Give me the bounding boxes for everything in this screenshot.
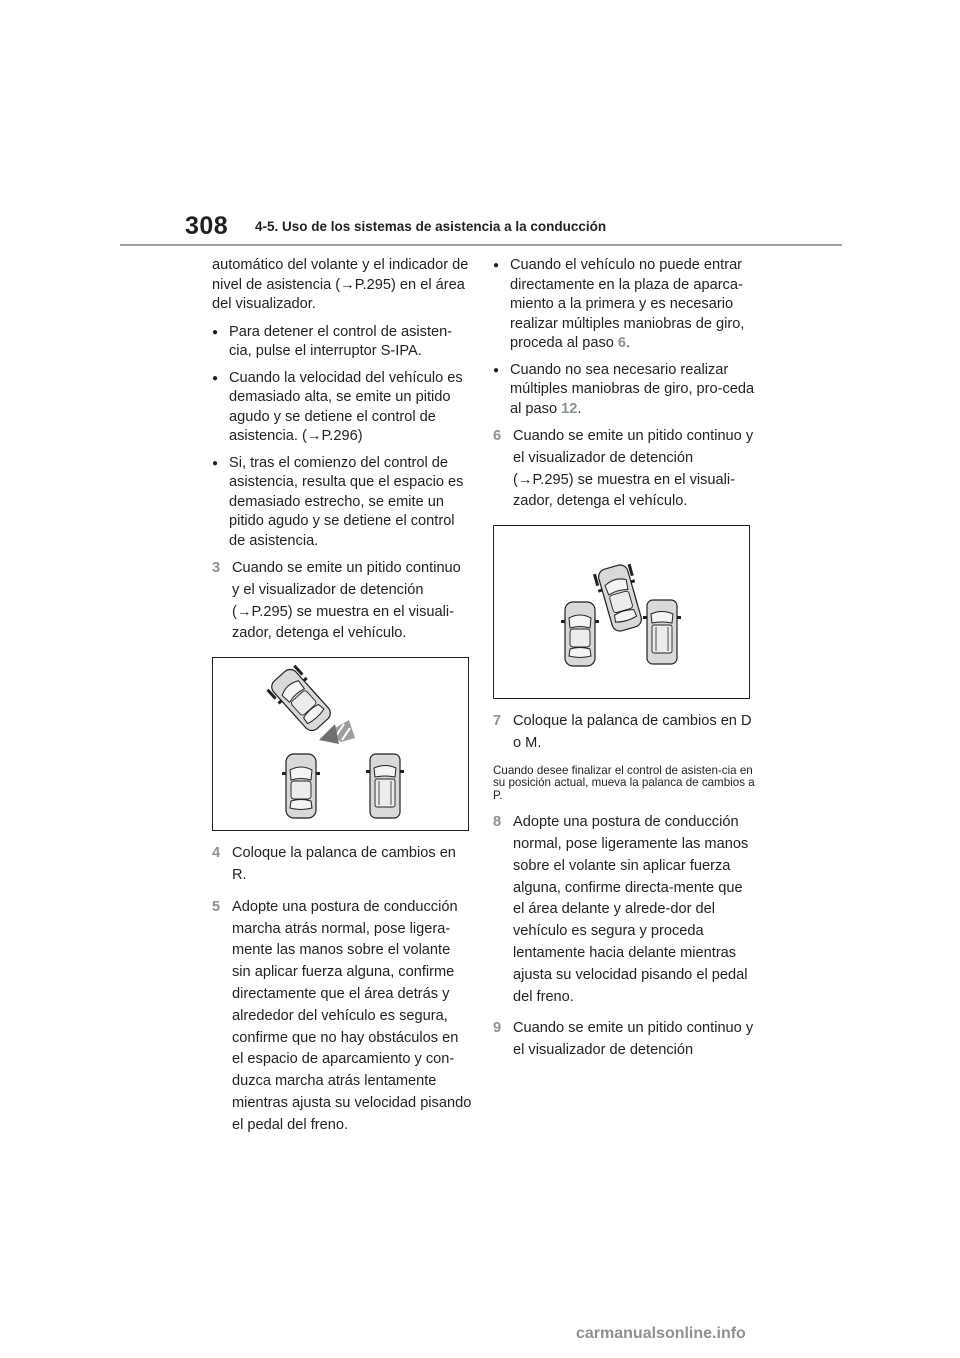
parked-car-left xyxy=(561,602,599,666)
bullet-item xyxy=(493,361,755,420)
step-number: 7 xyxy=(493,713,502,730)
parked-car-right xyxy=(643,600,681,664)
maneuvering-car xyxy=(593,562,647,634)
step-number: 3 xyxy=(212,560,221,576)
note-text: Cuando desee finalizar el control de asisten-cia en su posición actual, mueva la palanca de cambios a P. xyxy=(493,763,755,802)
watermark: carmanualsonline.info xyxy=(576,1325,746,1342)
step-text: Coloque la palanca de cambios en D o M. xyxy=(513,713,752,751)
intro-paragraph: automático del volante y el indicador de nivel de asistencia (→P.295) en el área del visualizador. xyxy=(212,257,469,312)
bullet-item: ● Si, tras el comienzo del control de asistencia, resulta que el espacio es demasiado estrecho, se emite un pitido agudo y se detiene el control de asistencia. xyxy=(212,454,472,552)
page-number: 308 xyxy=(185,212,229,240)
step-number: 4 xyxy=(212,845,221,862)
maneuvering-car xyxy=(265,664,336,737)
sentence-period: . xyxy=(577,400,582,417)
step-8 xyxy=(493,812,755,1008)
parked-car-right xyxy=(366,754,404,818)
turning-maneuver-figure xyxy=(493,525,750,699)
step-text: Cuando se emite un pitido continuo y el visualizador de detención (→P.295) se muestra en el visuali-zador, detenga el vehículo. xyxy=(232,560,461,642)
step-7 xyxy=(493,711,755,755)
step-number: 6 xyxy=(493,428,502,444)
step-reference: 12 xyxy=(561,400,578,417)
step-9 xyxy=(493,1018,755,1062)
parked-car-left xyxy=(282,754,320,818)
turning-maneuver-illustration xyxy=(494,526,749,698)
step-text: Adopte una postura de conducción marcha atrás normal, pose ligera-mente las manos sobre el volante sin aplicar fuerza alguna, confirme directamente que el área detrás y alrededor del vehículo es segura, confirme que no hay obstáculos en el espacio de aparcamiento y con-duzca marcha atrás lentamente mientras ajusta su velocidad pisando el pedal del freno. xyxy=(232,898,472,1133)
step-text: Coloque la palanca de cambios en R. xyxy=(232,845,456,883)
header-divider xyxy=(120,244,842,246)
step-reference: 6 xyxy=(617,335,627,351)
reverse-parking-figure xyxy=(212,657,469,831)
bullet-text: Cuando no sea necesario realizar múltiples maniobras de giro, pro-ceda al paso xyxy=(510,361,755,417)
bullet-item: ● Para detener el control de asisten-cia, pulse el interruptor S-IPA. xyxy=(212,323,472,362)
step-text: Adopte una postura de conducción normal, pose ligeramente las manos sobre el volante sin aplicar fuerza alguna, confirme directa-mente que el área delante y alrede-dor del vehículo es segura y proceda lentamente hacia delante mientras ajusta su velocidad pisando el pedal del freno. xyxy=(513,814,749,1005)
step-4 xyxy=(212,843,472,887)
step-number: 9 xyxy=(493,1020,502,1037)
section-title: 4-5. Uso de los sistemas de asistencia a la conducción xyxy=(255,219,607,234)
step-3 xyxy=(212,558,472,645)
step-number: 5 xyxy=(212,898,221,915)
step-6 xyxy=(493,426,755,513)
bullet-text: Cuando el vehículo no puede entrar directamente en la plaza de aparca-miento a la primera y es necesario realizar múltiples maniobras de giro, proceda al paso xyxy=(510,257,745,351)
step-text: Cuando se emite un pitido continuo y el visualizador de detención xyxy=(513,1020,754,1059)
step-5 xyxy=(212,897,472,1137)
sentence-period: . xyxy=(626,335,631,351)
reverse-direction-arrow xyxy=(319,720,355,744)
step-number: 8 xyxy=(493,814,502,831)
step-text: Cuando se emite un pitido continuo y el visualizador de detención (→P.295) se muestra en el visuali-zador, detenga el vehículo. xyxy=(513,428,754,510)
left-column xyxy=(212,256,472,1147)
bullet-item xyxy=(493,256,755,354)
right-column xyxy=(493,256,755,1072)
bullet-item: ● Cuando la velocidad del vehículo es demasiado alta, se emite un pitido agudo y se detiene el control de asistencia. (→P.296) xyxy=(212,369,472,447)
reverse-parking-illustration xyxy=(213,658,468,830)
